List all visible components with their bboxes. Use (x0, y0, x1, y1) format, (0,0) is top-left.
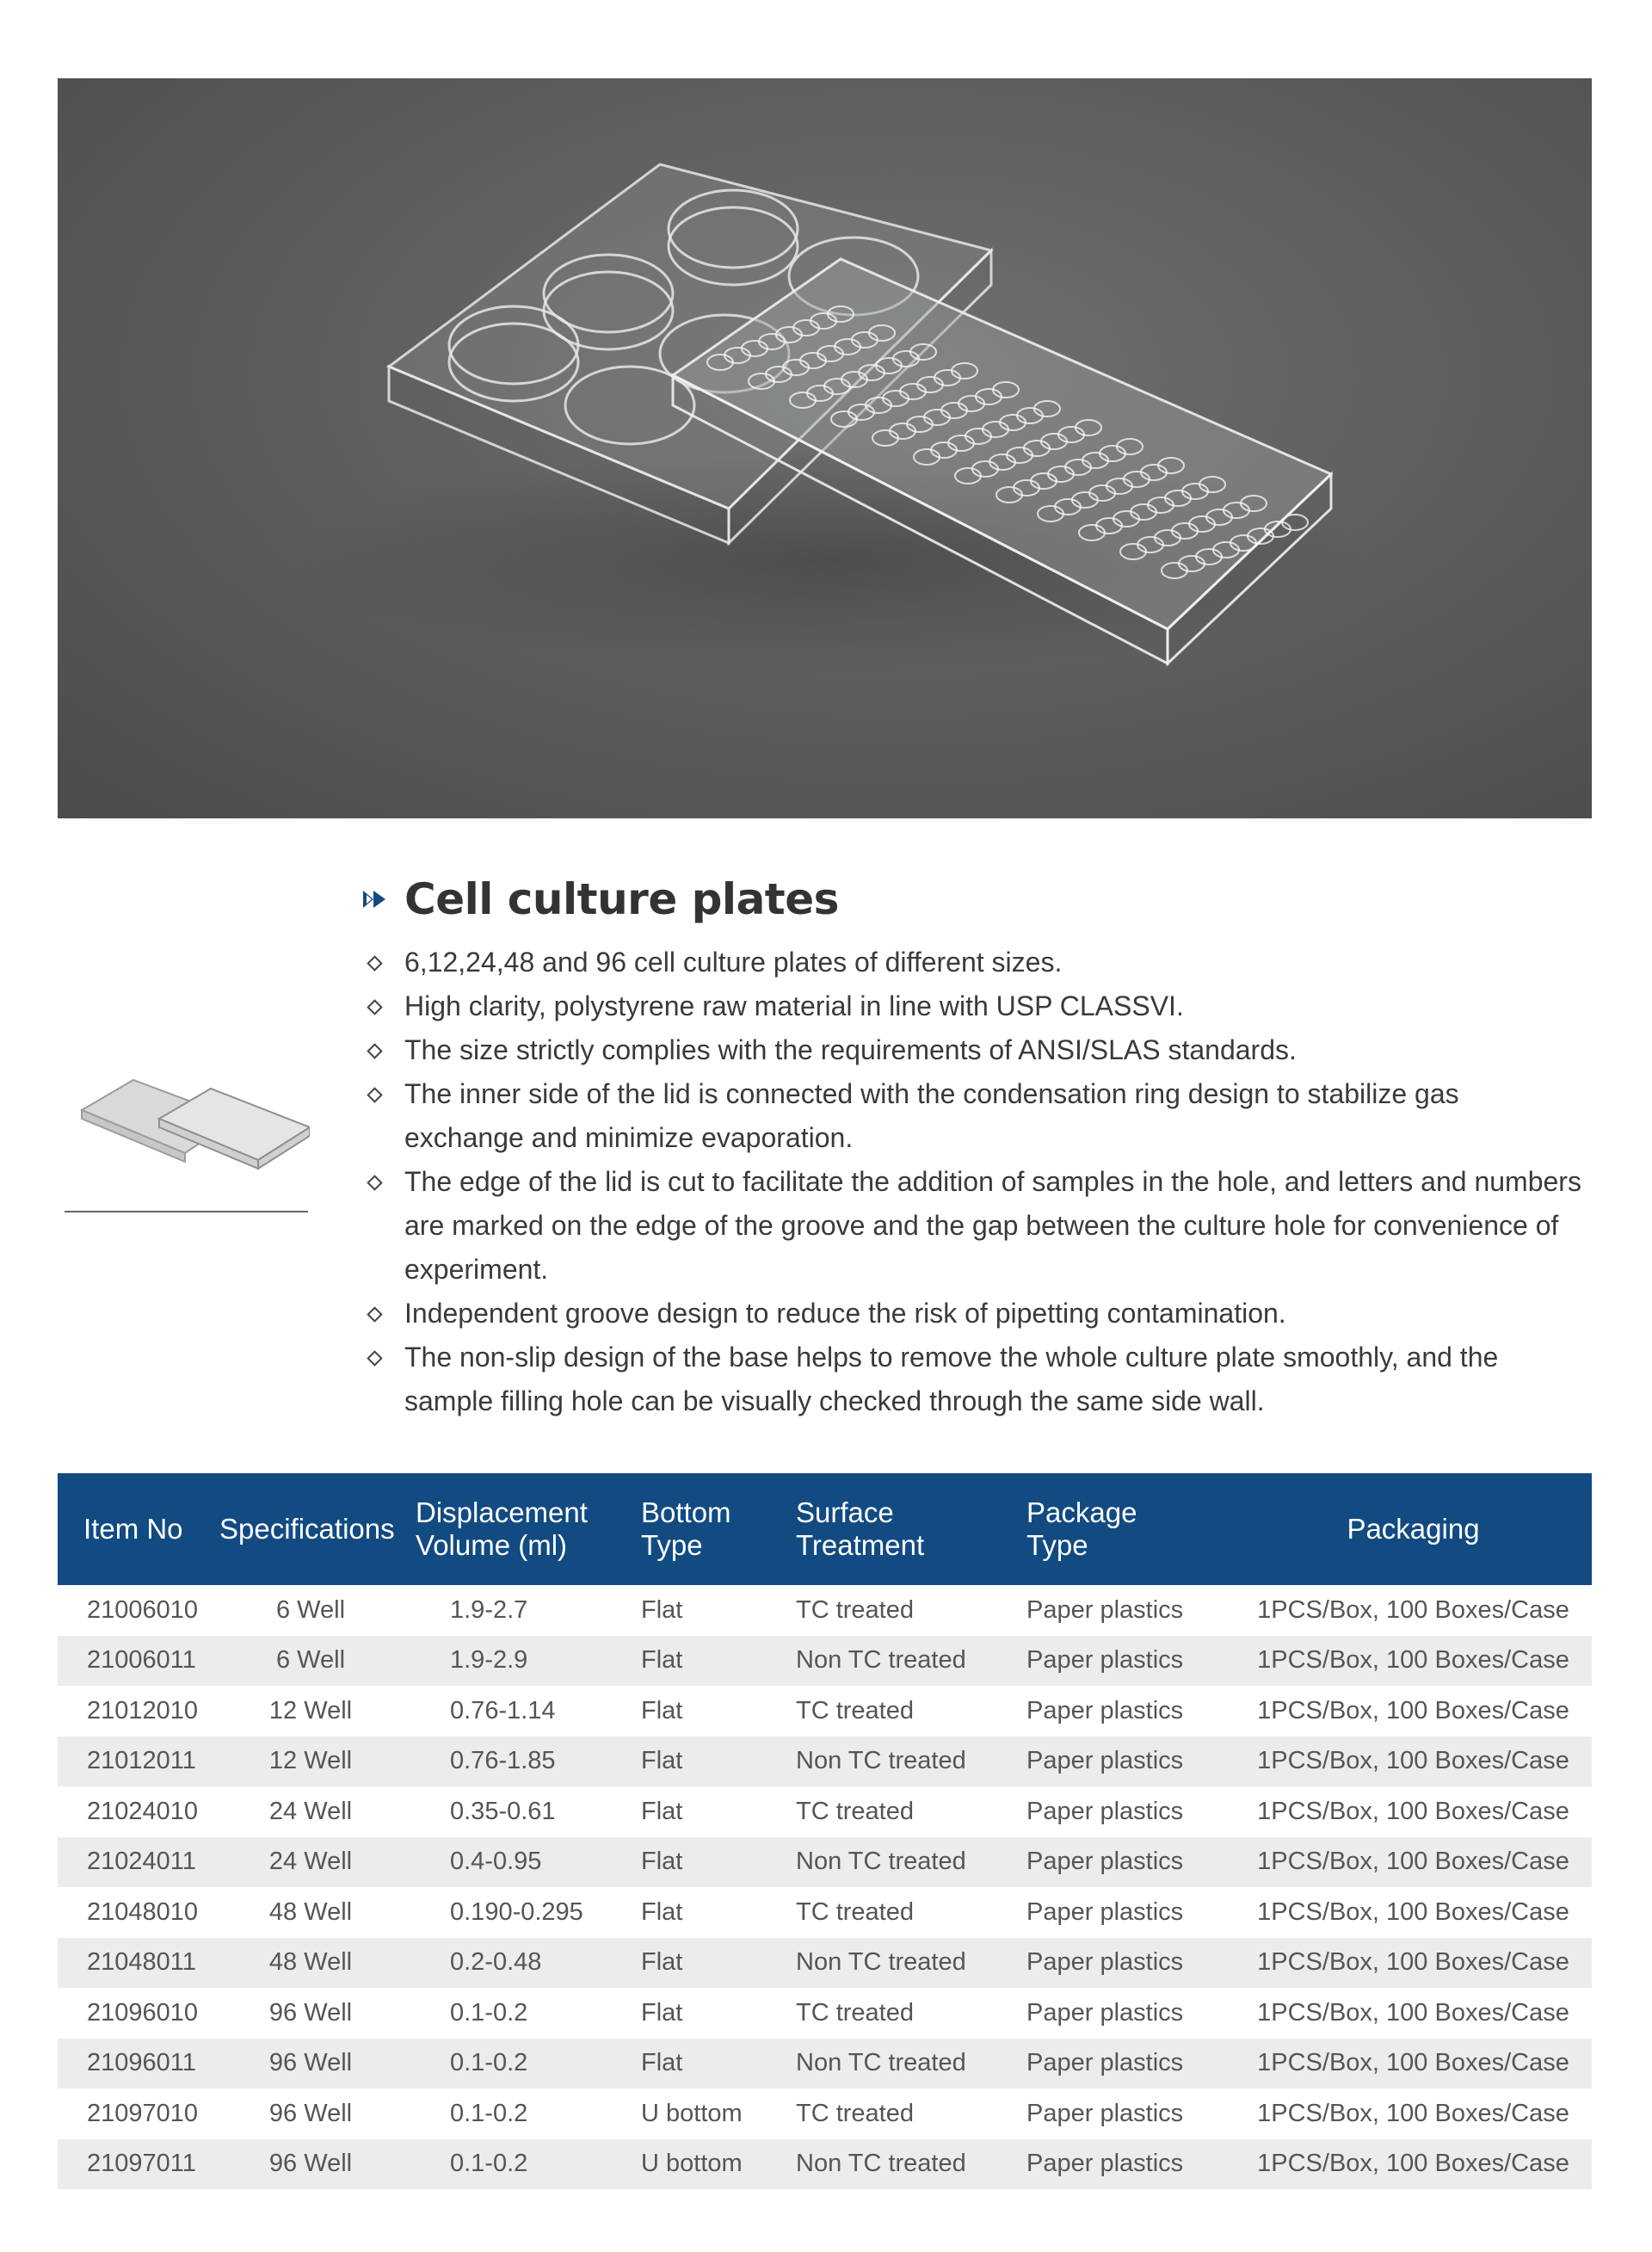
feature-item: The size strictly complies with the requirements of ANSI/SLAS standards. (361, 1028, 1583, 1072)
feature-item: High clarity, polystyrene raw material in line with USP CLASSVI. (361, 984, 1583, 1028)
cell-specifications: 12 Well (268, 1696, 353, 1724)
product-spec-table (58, 1473, 1592, 2189)
cell-package-type: Paper plastics (1026, 1595, 1184, 1624)
cell-bottom-type: Flat (641, 1797, 683, 1825)
cell-displacement-volume: 0.1-0.2 (450, 1998, 528, 2027)
cell-bottom-type: Flat (641, 1897, 683, 1926)
cell-package-type: Paper plastics (1026, 1797, 1184, 1825)
col-displacement-volume: Displacement Volume (ml) (409, 1473, 634, 1585)
cell-packaging: 1PCS/Box, 100 Boxes/Case (1235, 1737, 1592, 1787)
cell-displacement-volume: 0.2-0.48 (409, 1938, 634, 1989)
section-heading (361, 869, 839, 929)
cell-specifications: 48 Well (213, 1938, 409, 1989)
diamond-outline-icon (367, 999, 382, 1015)
cell-bottom-type: U bottom (634, 2139, 789, 2190)
cell-package-type: Paper plastics (1020, 1636, 1235, 1687)
cell-item-no: 21006010 (87, 1595, 199, 1624)
table-header-row (58, 1473, 1592, 1585)
cell-surface-treatment: Non TC treated (789, 1636, 1020, 1687)
cell-specifications: 6 Well (213, 1636, 409, 1687)
cell-package-type: Paper plastics (1026, 1998, 1184, 2027)
cell-displacement-volume: 0.4-0.95 (409, 1837, 634, 1888)
cell-packaging: 1PCS/Box, 100 Boxes/Case (1257, 1998, 1569, 2027)
cell-surface-treatment: TC treated (796, 1797, 914, 1825)
cell-bottom-type: Flat (634, 1938, 789, 1989)
cell-item-no: 21048011 (58, 1938, 213, 1989)
cell-item-no: 21012010 (87, 1696, 199, 1724)
table-row (58, 1585, 1592, 1636)
cell-specifications: 96 Well (213, 2039, 409, 2089)
diamond-outline-icon (367, 955, 382, 971)
cell-item-no: 21097011 (58, 2139, 213, 2190)
feature-item: The edge of the lid is cut to facilitate the addition of samples in the hole, and letters and numbers are marked on the edge of the groove and the gap between the culture hole for convenience of experiment. (361, 1160, 1583, 1292)
cell-package-type: Paper plastics (1020, 1837, 1235, 1888)
cell-displacement-volume: 0.190-0.295 (450, 1897, 583, 1926)
cell-specifications: 6 Well (275, 1595, 346, 1624)
cell-packaging: 1PCS/Box, 100 Boxes/Case (1235, 2039, 1592, 2089)
cell-packaging: 1PCS/Box, 100 Boxes/Case (1257, 1897, 1569, 1926)
cell-bottom-type: Flat (641, 1696, 683, 1724)
culture-plates-illustration (58, 78, 1592, 818)
cell-surface-treatment: Non TC treated (789, 2139, 1020, 2190)
cell-surface-treatment: Non TC treated (789, 1837, 1020, 1888)
cell-displacement-volume: 0.1-0.2 (409, 2139, 634, 2190)
cell-specifications: 96 Well (213, 2139, 409, 2190)
cell-specifications: 12 Well (213, 1737, 409, 1787)
feature-item: The inner side of the lid is connected with the condensation ring design to stabilize gas exchange and minimize evaporation. (361, 1072, 1583, 1160)
table-row (58, 1837, 1592, 1888)
cell-package-type: Paper plastics (1026, 2099, 1184, 2127)
cell-bottom-type: Flat (634, 1636, 789, 1687)
cell-packaging: 1PCS/Box, 100 Boxes/Case (1235, 1837, 1592, 1888)
cell-bottom-type: U bottom (641, 2099, 743, 2127)
cell-displacement-volume: 0.35-0.61 (450, 1797, 556, 1825)
cell-item-no: 21012011 (58, 1737, 213, 1787)
table-row (58, 2088, 1592, 2139)
hero-product-photo (58, 78, 1592, 818)
diamond-outline-icon (367, 1043, 382, 1058)
feature-item: 6,12,24,48 and 96 cell culture plates of different sizes. (361, 941, 1583, 984)
cell-displacement-volume: 1.9-2.9 (409, 1636, 634, 1687)
col-bottom-type: Bottom Type (634, 1473, 789, 1585)
cell-specifications: 24 Well (268, 1797, 353, 1825)
cell-specifications: 96 Well (268, 1998, 353, 2027)
table-row (58, 1988, 1592, 2039)
table-row (58, 2039, 1592, 2089)
cell-surface-treatment: TC treated (796, 1595, 914, 1624)
table-row (58, 1887, 1592, 1938)
cell-item-no: 21024011 (58, 1837, 213, 1888)
cell-displacement-volume: 0.76-1.85 (409, 1737, 634, 1787)
table-row (58, 1686, 1592, 1737)
cell-surface-treatment: Non TC treated (789, 1737, 1020, 1787)
cell-bottom-type: Flat (634, 1737, 789, 1787)
feature-list (361, 941, 1583, 1423)
product-thumbnail (65, 1067, 310, 1188)
cell-package-type: Paper plastics (1020, 1737, 1235, 1787)
cell-packaging: 1PCS/Box, 100 Boxes/Case (1257, 1696, 1569, 1724)
cell-package-type: Paper plastics (1020, 1938, 1235, 1989)
double-chevron-right-icon (361, 888, 387, 910)
cell-specifications: 24 Well (213, 1837, 409, 1888)
table-row (58, 1938, 1592, 1989)
diamond-outline-icon (367, 1175, 382, 1190)
cell-item-no: 21097010 (87, 2099, 199, 2127)
thumbnail-divider (65, 1211, 308, 1212)
cell-item-no: 21096011 (58, 2039, 213, 2089)
diamond-outline-icon (367, 1306, 382, 1322)
feature-item: Independent groove design to reduce the risk of pipetting contamination. (361, 1292, 1583, 1336)
cell-displacement-volume: 1.9-2.7 (450, 1595, 528, 1624)
cell-displacement-volume: 0.1-0.2 (409, 2039, 634, 2089)
cell-packaging: 1PCS/Box, 100 Boxes/Case (1235, 2139, 1592, 2190)
cell-bottom-type: Flat (634, 1837, 789, 1888)
cell-bottom-type: Flat (641, 1998, 683, 2027)
cell-package-type: Paper plastics (1020, 2039, 1235, 2089)
col-packaging: Packaging (1235, 1473, 1592, 1585)
cell-displacement-volume: 0.1-0.2 (450, 2099, 528, 2127)
cell-item-no: 21006011 (58, 1636, 213, 1687)
cell-surface-treatment: Non TC treated (789, 1938, 1020, 1989)
col-specifications: Specifications (213, 1473, 409, 1585)
page-title: Cell culture plates (404, 874, 839, 924)
cell-package-type: Paper plastics (1026, 1696, 1184, 1724)
cell-surface-treatment: TC treated (796, 1998, 914, 2027)
table-row (58, 1636, 1592, 1687)
cell-specifications: 96 Well (268, 2099, 353, 2127)
cell-packaging: 1PCS/Box, 100 Boxes/Case (1235, 1636, 1592, 1687)
cell-surface-treatment: TC treated (796, 2099, 914, 2127)
cell-packaging: 1PCS/Box, 100 Boxes/Case (1257, 1797, 1569, 1825)
table-row (58, 1786, 1592, 1837)
cell-surface-treatment: Non TC treated (789, 2039, 1020, 2089)
cell-specifications: 48 Well (268, 1897, 353, 1926)
cell-packaging: 1PCS/Box, 100 Boxes/Case (1257, 1595, 1569, 1624)
cell-item-no: 21024010 (87, 1797, 199, 1825)
col-package-type: Package Type (1020, 1473, 1235, 1585)
cell-package-type: Paper plastics (1020, 2139, 1235, 2190)
col-surface-treatment: Surface Treatment (789, 1473, 1020, 1585)
cell-item-no: 21096010 (87, 1998, 199, 2027)
cell-bottom-type: Flat (634, 2039, 789, 2089)
col-item-no: Item No (58, 1473, 213, 1585)
cell-item-no: 21048010 (87, 1897, 199, 1926)
cell-packaging: 1PCS/Box, 100 Boxes/Case (1235, 1938, 1592, 1989)
cell-surface-treatment: TC treated (796, 1696, 914, 1724)
feature-item: The non-slip design of the base helps to remove the whole culture plate smoothly, and the sample filling hole can be visually checked through the same side wall. (361, 1336, 1583, 1423)
diamond-outline-icon (367, 1087, 382, 1102)
diamond-outline-icon (367, 1350, 382, 1366)
cell-surface-treatment: TC treated (796, 1897, 914, 1926)
table-row (58, 1737, 1592, 1787)
cell-package-type: Paper plastics (1026, 1897, 1184, 1926)
cell-packaging: 1PCS/Box, 100 Boxes/Case (1257, 2099, 1569, 2127)
table-row (58, 2139, 1592, 2190)
cell-displacement-volume: 0.76-1.14 (450, 1696, 556, 1724)
cell-bottom-type: Flat (641, 1595, 683, 1624)
